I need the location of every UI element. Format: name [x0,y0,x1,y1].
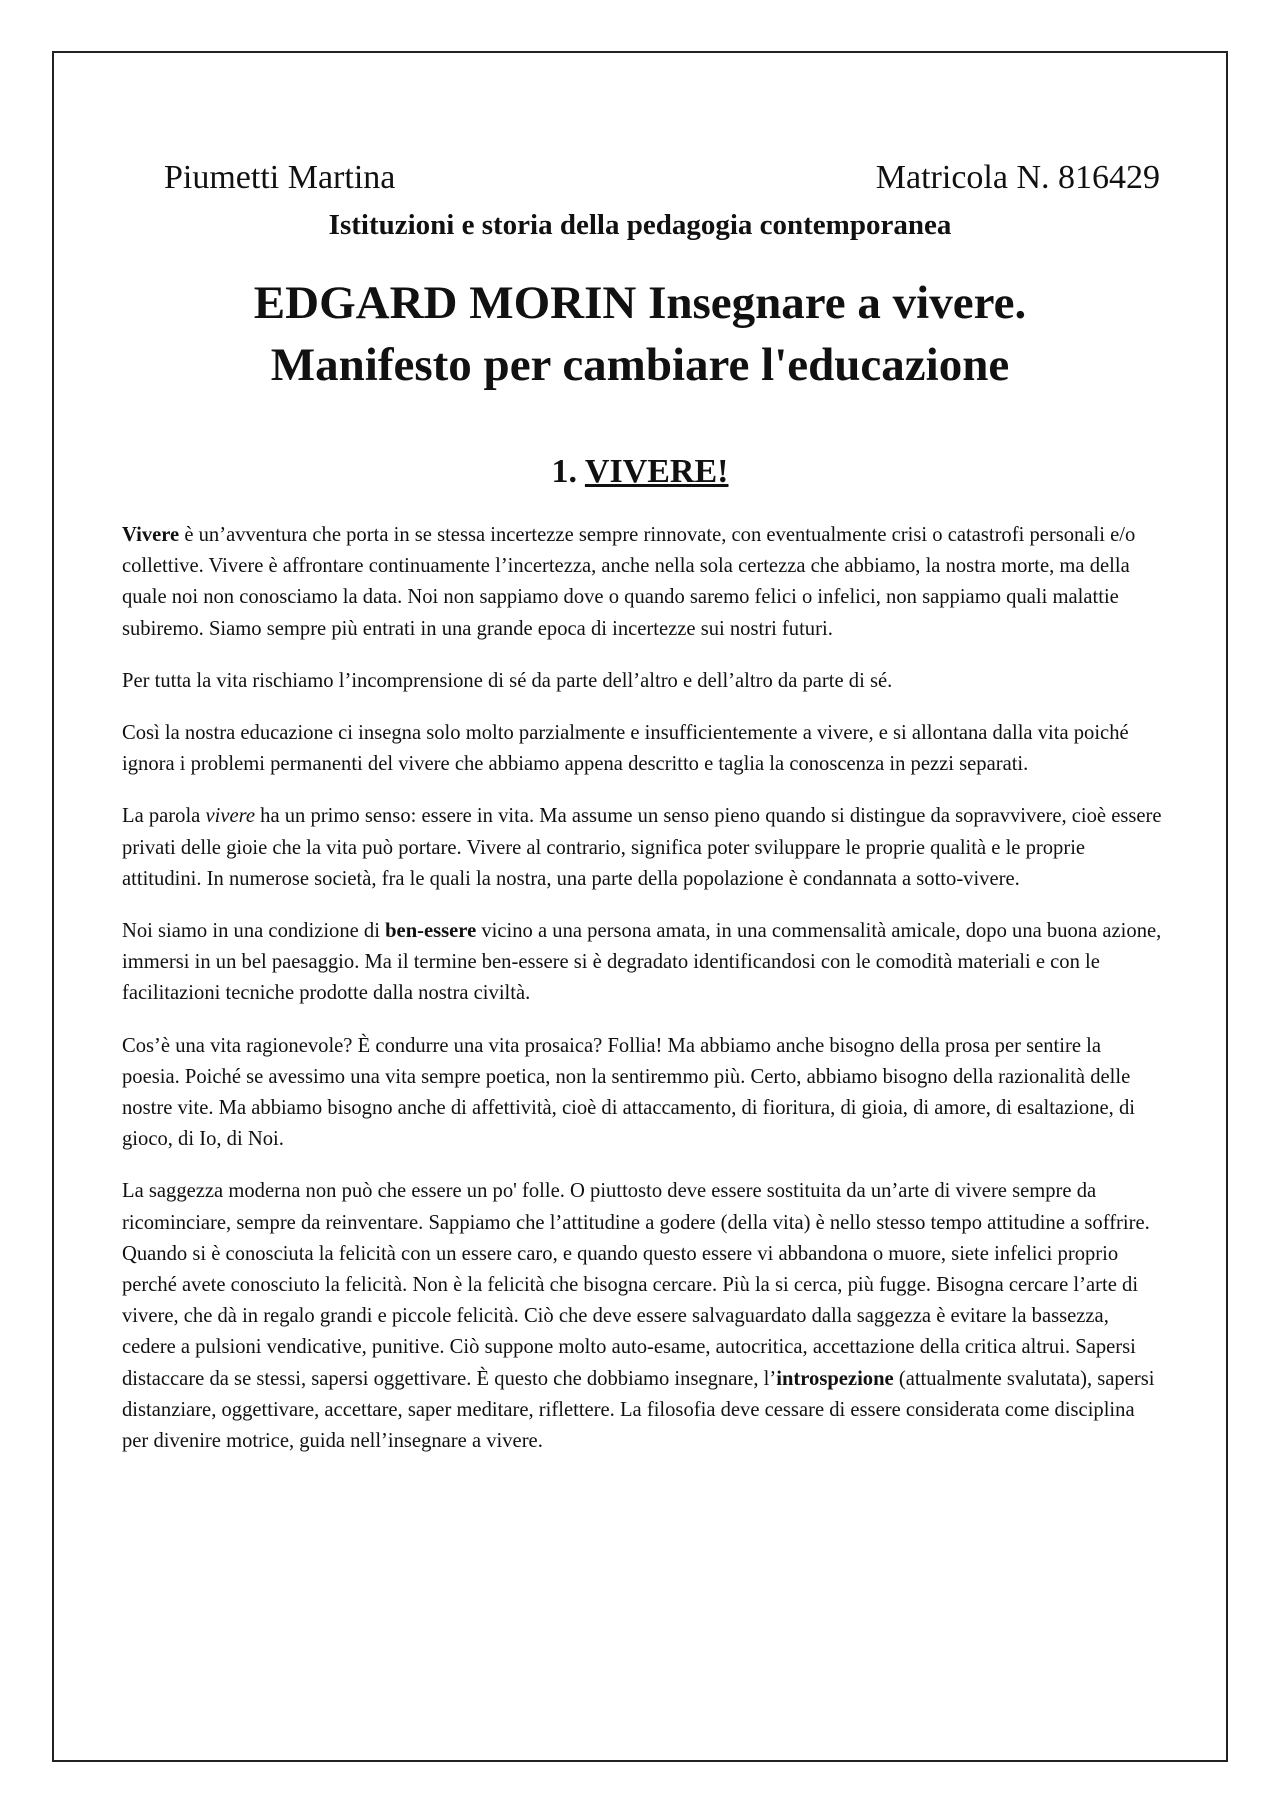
document-title [52,272,1228,396]
section-number: 1. [551,453,578,490]
course-title: Istituzioni e storia della pedagogia contemporanea [328,209,952,241]
paragraph-5-text-before: Noi siamo in una condizione di [122,920,386,943]
author-name: Piumetti Martina [164,159,396,196]
paragraph-6: Cos’è una vita ragionevole? È condurre una vita prosaica? Follia! Ma abbiamo anche bisogno della prosa per sentire la poesia. Poiché se avessimo una vita sempre poetica, non la sentiremmo più. Certo, abbiamo bisogno della razionalità delle nostre vite. Ma abbiamo bisogno anche di affettività, cioè di attaccamento, di fioritura, di gioia, di amore, di esaltazione, di gioco, di Io, di Noi. [122,1034,1135,1151]
paragraph-7 [122,1176,1162,1457]
document-title-line-2: Manifesto per cambiare l'educazione [270,339,1010,391]
paragraph-3: Così la nostra educazione ci insegna solo molto parzialmente e insufficientemente a vivere, e si allontana dalla vita poiché ignora i problemi permanenti del vivere che abbiamo appena descritto e taglia la conoscenza in pezzi separati. [122,722,1129,776]
paragraph-1-bold: Vivere [122,524,180,546]
paragraph-7-text-before: La saggezza moderna non può che essere un po' folle. O piuttosto deve essere sostituita da un’arte di vivere sempre da ricominciare, sempre da reinventare. Sappiamo che l’attitudine a godere (della vita) è nello stesso tempo attitudine a soffrire. Quando si è conosciuta la felicità con un essere caro, e quando questo essere vi abbandona o muore, siete infelici proprio perché avete conosciuto la felicità. Non è la felicità che bisogna cercare. Più la si cerca, più fugge. Bisogna cercare l’arte di vivere, che dà in regalo grandi e piccole felicità. Ciò che deve essere salvaguardato dalla saggezza è evitare la bassezza, cedere a pulsioni vendicative, punitive. Ciò suppone molto auto-esame, autocritica, accettazione della critica altrui. Sapersi distaccare da se stessi, sapersi oggettivare. È questo che dobbiamo insegnare, l’ [122,1180,1150,1390]
document-header [164,156,1160,200]
paragraph-5 [122,916,1162,1010]
paragraph-4 [122,801,1162,895]
paragraph-1-text: è un’avventura che porta in se stessa incertezze sempre rinnovate, con eventualmente crisi o catastrofi personali e/o collettive. Vivere è affrontare continuamente l’incertezza, anche nella sola certezza che abbiamo, la nostra morte, ma della quale noi non conosciamo la data. Noi non sappiamo dove o quando saremo felici o infelici, non sappiamo quali malattie subiremo. Siamo sempre più entrati in una grande epoca di incertezze sui nostri futuri. [122,524,1136,640]
paragraph-4-italic: vivere [205,805,256,828]
student-id: Matricola N. 816429 [875,159,1160,196]
section-name: VIVERE! [584,453,729,490]
paragraph-5-text-after: vicino a una persona amata, in una commensalità amicale, dopo una buona azione, immersi in un bel paesaggio. Ma il termine ben-essere si è degradato identificandosi con le comodità materiali e con le facilitazioni tecniche prodotte dalla nostra civiltà. [122,920,1162,1005]
document-title-line-1: EDGARD MORIN Insegnare a vivere. [253,277,1027,329]
paragraph-4-text-before: La parola [122,805,206,828]
paragraph-7-text-after: (attualmente svalutata), sapersi distanziare, oggettivare, accettare, saper meditare, riflettere. La filosofia deve cessare di essere considerata come disciplina per divenire motrice, guida nell’insegnare a vivere. [122,1367,1155,1453]
paragraph-2: Per tutta la vita rischiamo l’incomprensione di sé da parte dell’altro e dell’altro da parte di sé. [122,669,893,692]
paragraph-1 [122,520,1162,645]
paragraph-5-bold: ben-essere [385,920,477,943]
section-heading [52,450,1228,494]
body-text [122,520,1162,1478]
paragraph-7-bold: introspezione [776,1367,894,1390]
paragraph-4-text-after: ha un primo senso: essere in vita. Ma assume un senso pieno quando si distingue da sopravvivere, cioè essere privati delle gioie che la vita può portare. Vivere al contrario, significa poter sviluppare le proprie qualità e le proprie attitudini. In numerose società, fra le quali la nostra, una parte della popolazione è condannata a sotto-vivere. [122,805,1162,890]
